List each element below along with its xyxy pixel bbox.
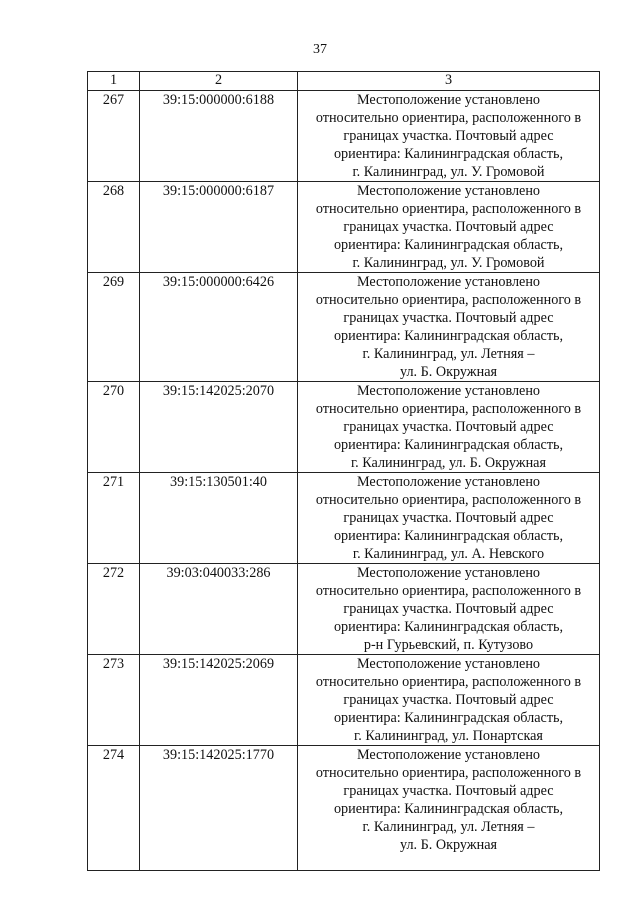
row-number: 269 (88, 273, 140, 382)
location-description: Местоположение установлено относительно ориентира, расположенного в границах участка. Почтовый адрес ориентира: Калининградская область, г. Калининград, ул. Летняя – ул. Б. Окружная (298, 746, 600, 871)
cadastral-number: 39:15:142025:2069 (140, 655, 298, 746)
location-description: Местоположение установлено относительно ориентира, расположенного в границах участка. Почтовый адрес ориентира: Калининградская область, г. Калининград, ул. У. Громовой (298, 182, 600, 273)
table-row (88, 91, 600, 182)
row-number: 274 (88, 746, 140, 871)
column-header-location: 3 (298, 72, 600, 91)
row-number: 272 (88, 564, 140, 655)
location-description: Местоположение установлено относительно ориентира, расположенного в границах участка. Почтовый адрес ориентира: Калининградская область, г. Калининград, ул. У. Громовой (298, 91, 600, 182)
table-row (88, 564, 600, 655)
cadastral-number: 39:15:000000:6188 (140, 91, 298, 182)
cadastral-number: 39:15:000000:6187 (140, 182, 298, 273)
table-header-row (88, 72, 600, 91)
cadastral-number: 39:15:130501:40 (140, 473, 298, 564)
row-number: 270 (88, 382, 140, 473)
cadastral-number: 39:15:142025:2070 (140, 382, 298, 473)
table-row (88, 273, 600, 382)
table-row (88, 182, 600, 273)
location-description: Местоположение установлено относительно ориентира, расположенного в границах участка. Почтовый адрес ориентира: Калининградская область, г. Калининград, ул. Понартская (298, 655, 600, 746)
location-description: Местоположение установлено относительно ориентира, расположенного в границах участка. Почтовый адрес ориентира: Калининградская область, г. Калининград, ул. Летняя – ул. Б. Окружная (298, 273, 600, 382)
location-description: Местоположение установлено относительно ориентира, расположенного в границах участка. Почтовый адрес ориентира: Калининградская область, г. Калининград, ул. Б. Окружная (298, 382, 600, 473)
land-plot-table (87, 71, 600, 871)
cadastral-number: 39:15:142025:1770 (140, 746, 298, 871)
table-row (88, 382, 600, 473)
row-number: 268 (88, 182, 140, 273)
row-number: 273 (88, 655, 140, 746)
table-row (88, 746, 600, 871)
location-description: Местоположение установлено относительно ориентира, расположенного в границах участка. Почтовый адрес ориентира: Калининградская область, г. Калининград, ул. А. Невского (298, 473, 600, 564)
column-header-number: 1 (88, 72, 140, 91)
page-number: 37 (313, 42, 327, 57)
table-row (88, 473, 600, 564)
table-row (88, 655, 600, 746)
location-description: Местоположение установлено относительно ориентира, расположенного в границах участка. Почтовый адрес ориентира: Калининградская область, р-н Гурьевский, п. Кутузово (298, 564, 600, 655)
row-number: 267 (88, 91, 140, 182)
cadastral-number: 39:15:000000:6426 (140, 273, 298, 382)
row-number: 271 (88, 473, 140, 564)
cadastral-number: 39:03:040033:286 (140, 564, 298, 655)
column-header-cadastral: 2 (140, 72, 298, 91)
